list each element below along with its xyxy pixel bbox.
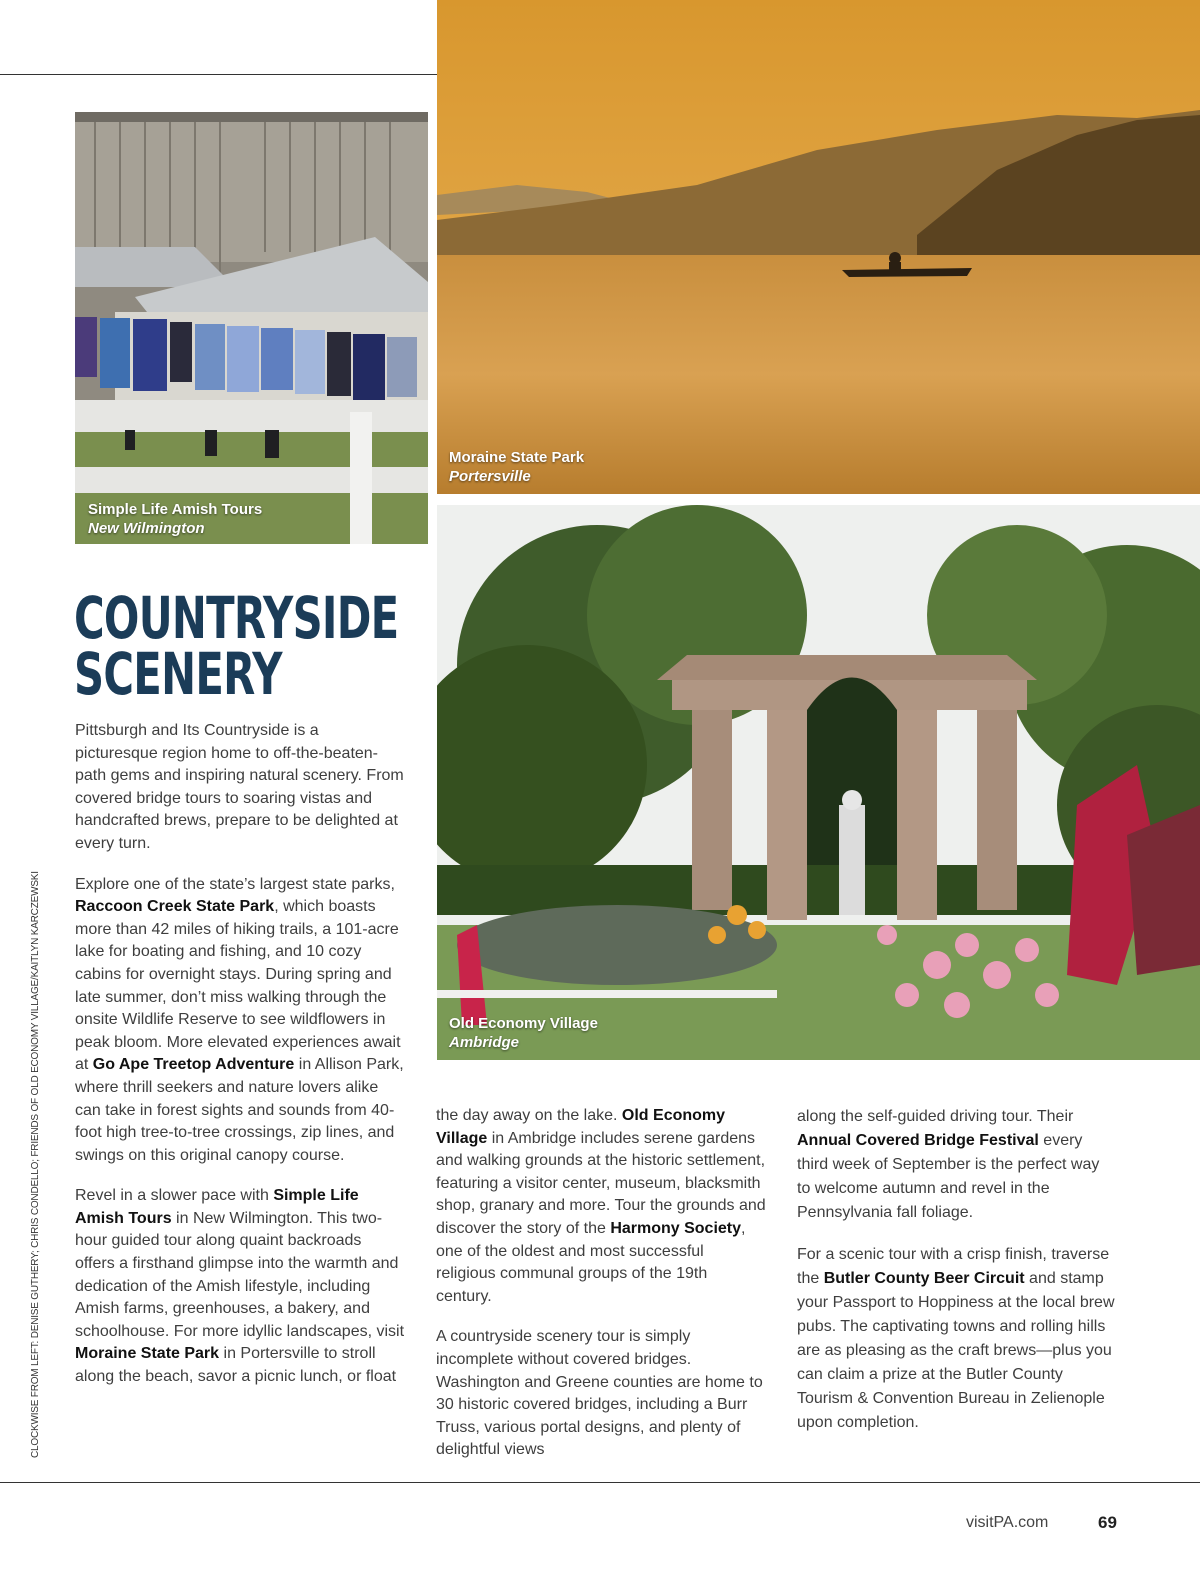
page-headline	[74, 584, 399, 708]
paragraph-text: along the self-guided driving tour. Their	[797, 1108, 1074, 1125]
highlight-simple-life: Simple Life Amish Tours	[75, 1187, 359, 1227]
top-rule	[0, 74, 437, 75]
paragraph-text: in Portersville to stroll along the beach, savor a picnic lunch, or float	[75, 1345, 397, 1386]
paragraph	[75, 720, 405, 856]
photo-moraine-state-park	[437, 0, 1200, 494]
paragraph-text: For a scenic tour with a crisp finish, traverse the	[797, 1246, 1110, 1287]
paragraph	[75, 874, 405, 1168]
paragraph-text: Revel in a slower pace with	[75, 1187, 274, 1205]
highlight-raccoon-creek: Raccoon Creek State Park	[75, 898, 275, 916]
paragraph	[436, 1105, 766, 1308]
highlight-go-ape: Go Ape Treetop Adventure	[92, 1056, 295, 1074]
highlight-harmony-society: Harmony Society	[610, 1219, 742, 1237]
footer-website: visitPA.com	[966, 1514, 1049, 1531]
article-column-1	[75, 720, 405, 1407]
page-number: 69	[1098, 1513, 1117, 1532]
paragraph-text: , one of the oldest and most successful religious communal groups of the 19th century.	[436, 1219, 746, 1305]
paragraph	[797, 1243, 1117, 1435]
article-column-3	[797, 1105, 1117, 1453]
caption-location: Ambridge	[449, 1034, 520, 1051]
paragraph	[75, 1185, 405, 1388]
paragraph-text: A countryside scenery tour is simply incomplete without covered bridges. Washington and Greene counties are home to 30 historic covered bridges, including a Burr Truss, various portal designs, and plenty of delightful views	[436, 1328, 763, 1459]
photo-amish-tours	[75, 112, 428, 544]
caption-location: Portersville	[449, 468, 531, 485]
amish-farm-image	[75, 112, 428, 544]
headline-line-2: SCENERY	[74, 640, 282, 708]
paragraph-text: and stamp your Passport to Hoppiness at the local brew pubs. The captivating towns and rolling hills are as pleasing as the craft brews—plus you can claim a prize at the Butler County Tourism & Convention Bureau in Zelienople upon completion.	[797, 1270, 1115, 1431]
paragraph-text: Explore one of the state’s largest state parks,	[75, 875, 395, 893]
caption-title: Old Economy Village	[449, 1015, 598, 1032]
paragraph-text: in Allison Park, where thrill seekers and nature lovers alike can take in forest sights and sounds from 40-foot high tree-to-tree crossings, zip lines, and swings on this original canopy course.	[75, 1056, 404, 1164]
garden-gazebo-image	[437, 505, 1200, 1060]
caption-moraine	[449, 448, 584, 486]
paragraph-text: Pittsburgh and Its Countryside is a picturesque region home to off-the-beaten-path gems and inspiring natural scenery. From covered bridge tours to soaring vistas and handcrafted brews, prepare to be delighted at every turn.	[75, 722, 404, 852]
article-column-2	[436, 1105, 766, 1480]
paragraph-text: , which boasts more than 42 miles of hiking trails, a 101-acre lake for boating and fishing, and 10 cozy cabins for overnight stays. During spring and late summer, don’t miss walking through the onsite Wildlife Reserve to see wildflowers in peak bloom. More elevated experiences await at	[75, 898, 401, 1074]
highlight-old-economy: Old Economy Village	[436, 1107, 726, 1147]
paragraph-text: the day away on the lake.	[436, 1107, 622, 1124]
photo-credit: CLOCKWISE FROM LEFT: DENISE GUTHERY; CHRIS CONDELLO; FRIENDS OF OLD ECONOMY VILLAGE/KAITLYN KARCZEWSKI	[30, 871, 41, 1458]
highlight-moraine: Moraine State Park	[75, 1345, 220, 1363]
lake-sunset-image	[437, 0, 1200, 494]
paragraph	[436, 1326, 766, 1462]
paragraph-text: in New Wilmington. This two-hour guided tour along quaint backroads offers a firsthand glimpse into the warmth and dedication of the Amish lifestyle, including Amish farms, greenhouses, a bakery, and schoolhouse. For more idyllic landscapes, visit	[75, 1209, 405, 1340]
paragraph-text: every third week of September is the perfect way to welcome autumn and revel in the Pennsylvania fall foliage.	[797, 1132, 1100, 1221]
highlight-covered-bridge-festival: Annual Covered Bridge Festival	[797, 1132, 1039, 1149]
caption-amish	[88, 500, 262, 538]
paragraph-text: in Ambridge includes serene gardens and walking grounds at the historic settlement, featuring a visitor center, museum, blacksmith shop, granary and more. Tour the grounds and discover the story of the	[436, 1129, 766, 1237]
caption-old-economy	[449, 1014, 598, 1052]
caption-location: New Wilmington	[88, 520, 205, 537]
photo-old-economy-village	[437, 505, 1200, 1060]
headline-line-1: COUNTRYSIDE	[74, 584, 399, 652]
paragraph	[797, 1105, 1117, 1225]
bottom-rule	[0, 1482, 1200, 1483]
caption-title: Moraine State Park	[449, 449, 585, 466]
caption-title: Simple Life Amish Tours	[88, 501, 263, 518]
highlight-beer-circuit: Butler County Beer Circuit	[823, 1270, 1025, 1287]
